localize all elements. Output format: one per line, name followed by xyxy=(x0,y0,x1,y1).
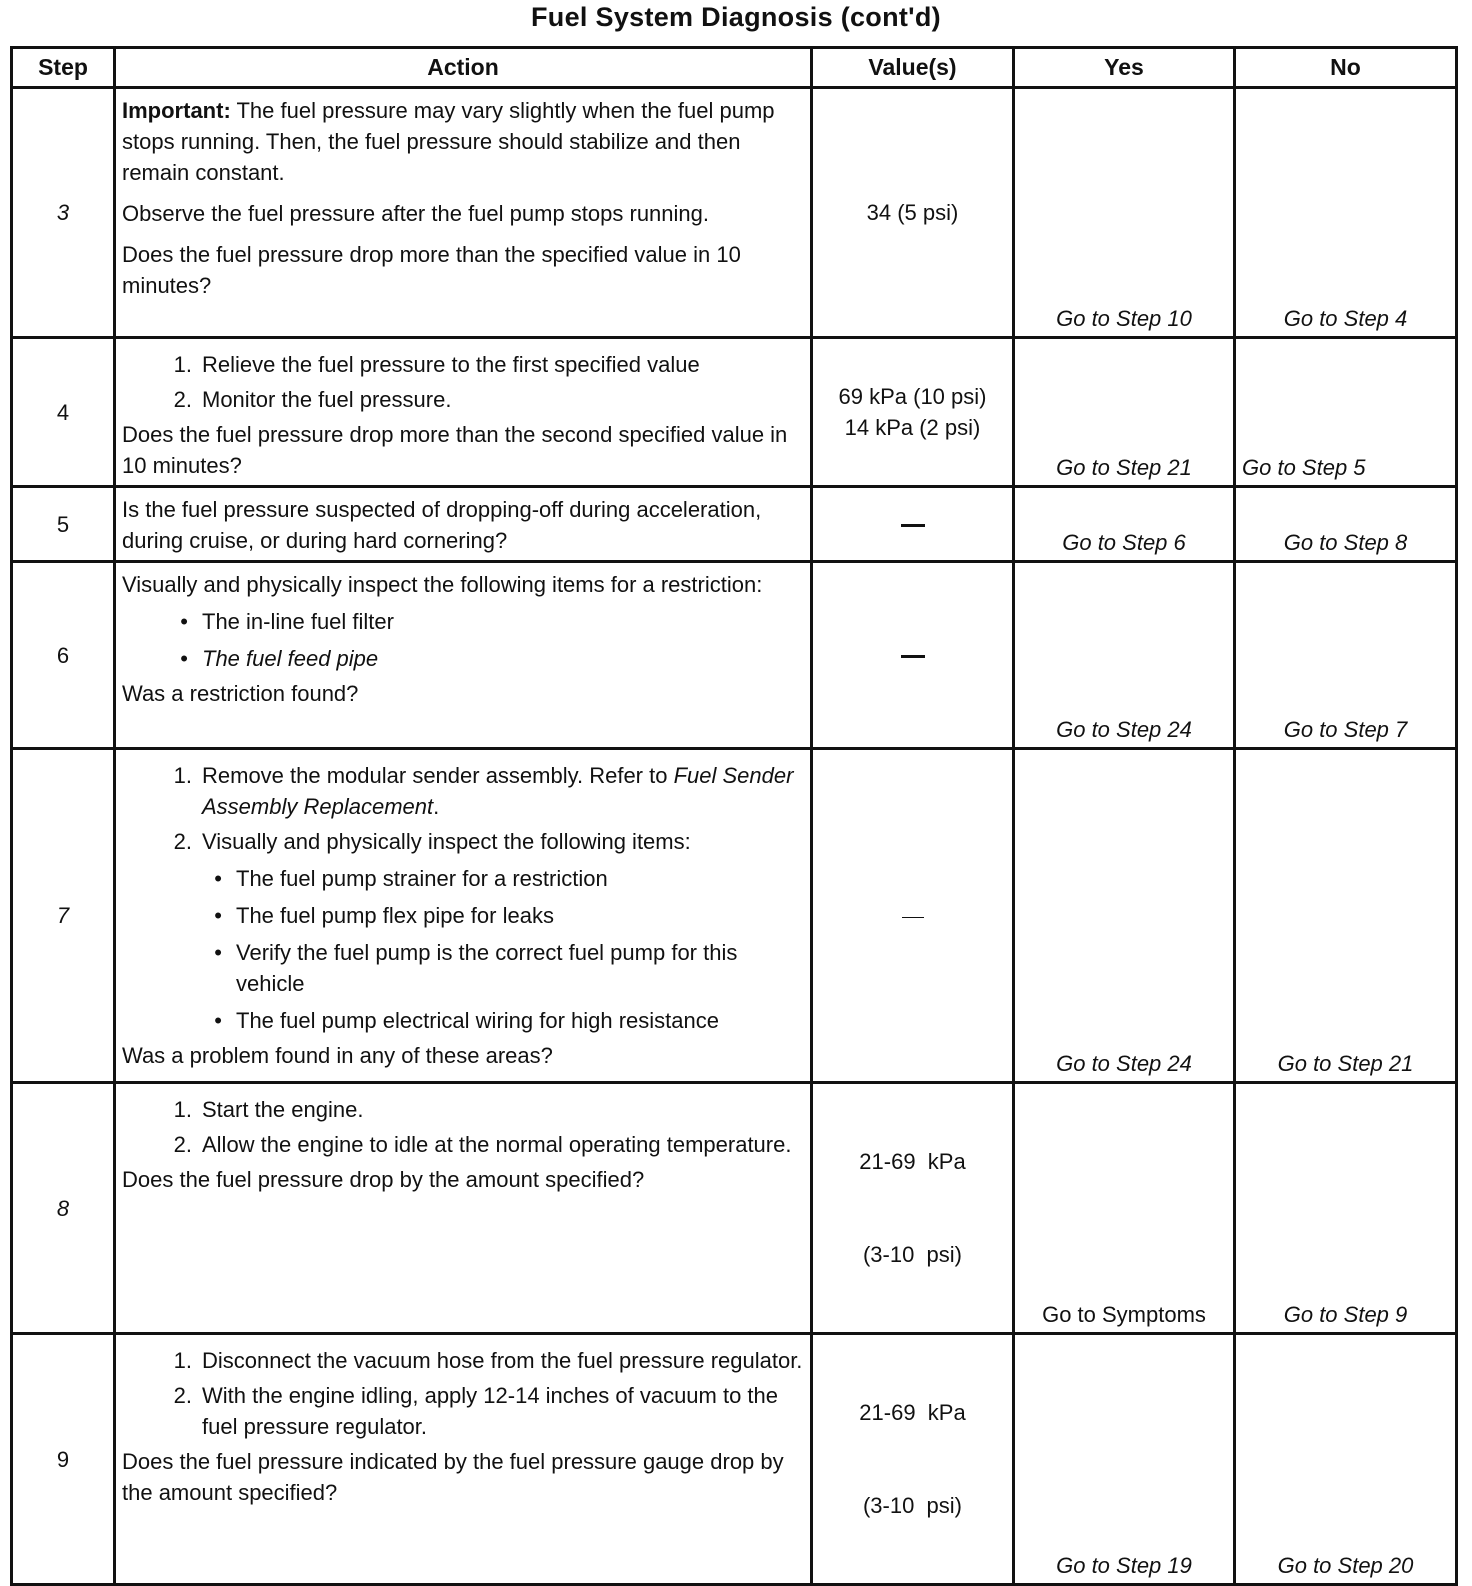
action-text: Visually and physically inspect the following items for a restriction: xyxy=(122,572,763,597)
bullet-text: The fuel feed pipe xyxy=(202,646,379,671)
step-number: 8 xyxy=(12,1083,115,1334)
no-link[interactable]: Go to Step 7 xyxy=(1235,562,1457,749)
table-row xyxy=(12,88,1457,338)
value-cell xyxy=(812,1334,1014,1585)
reference-link[interactable]: Fuel Sender Assembly Replacement xyxy=(202,763,794,819)
header-row xyxy=(12,48,1457,88)
value-text: 21-69 kPa xyxy=(859,1149,966,1174)
item-number: 2. xyxy=(173,387,192,412)
numbered-item xyxy=(122,349,804,380)
header-values: Value(s) xyxy=(812,48,1014,88)
value-cell xyxy=(812,1083,1014,1334)
header-action: Action xyxy=(115,48,812,88)
sub-bullet-item xyxy=(122,863,804,894)
step-number: 3 xyxy=(12,88,115,338)
important-label: Important: xyxy=(122,98,231,123)
bullet-text: Verify the fuel pump is the correct fuel pump for this vehicle xyxy=(236,940,738,996)
item-text: With the engine idling, apply 12-14 inches of vacuum to the fuel pressure regulator. xyxy=(202,1383,779,1439)
no-link[interactable]: Go to Step 8 xyxy=(1235,487,1457,562)
action-cell xyxy=(115,562,812,749)
page-title: Fuel System Diagnosis (cont'd) xyxy=(531,2,941,32)
item-text xyxy=(202,760,804,822)
numbered-item xyxy=(122,1129,804,1160)
numbered-item xyxy=(122,1345,804,1376)
no-link[interactable]: Go to Step 9 xyxy=(1235,1083,1457,1334)
value-text: 14 kPa (2 psi) xyxy=(844,415,981,440)
value-text: 34 (5 psi) xyxy=(866,200,959,225)
item-number: 2. xyxy=(173,1132,192,1157)
numbered-item xyxy=(122,1094,804,1125)
item-number: 1. xyxy=(173,352,192,377)
item-number: 1. xyxy=(173,1348,192,1373)
action-cell xyxy=(115,487,812,562)
numbered-item xyxy=(122,1380,804,1442)
value-dash xyxy=(901,655,925,658)
no-link[interactable]: Go to Step 5 xyxy=(1235,338,1457,487)
value-cell xyxy=(812,749,1014,1083)
yes-link[interactable]: Go to Step 6 xyxy=(1014,487,1235,562)
step-number: 4 xyxy=(12,338,115,487)
value-text: (3-10 psi) xyxy=(862,1493,963,1518)
sub-bullet-item xyxy=(122,937,804,999)
action-cell xyxy=(115,338,812,487)
bullet-item xyxy=(122,606,804,637)
action-cell xyxy=(115,749,812,1083)
table-row xyxy=(12,1083,1457,1334)
action-text: Observe the fuel pressure after the fuel pump stops running. xyxy=(122,201,709,226)
table-row xyxy=(12,562,1457,749)
numbered-item xyxy=(122,384,804,415)
no-link[interactable]: Go to Step 20 xyxy=(1235,1334,1457,1585)
yes-link[interactable]: Go to Step 21 xyxy=(1014,338,1235,487)
table-row xyxy=(12,487,1457,562)
item-number: 2. xyxy=(173,1383,192,1408)
no-link[interactable]: Go to Step 4 xyxy=(1235,88,1457,338)
header-step: Step xyxy=(12,48,115,88)
item-text-end: . xyxy=(433,794,440,819)
action-question: Does the fuel pressure drop more than the second specified value in 10 minutes? xyxy=(122,422,788,478)
value-cell xyxy=(812,487,1014,562)
item-text: Disconnect the vacuum hose from the fuel pressure regulator. xyxy=(202,1348,803,1373)
bullet-dot: • xyxy=(214,866,222,891)
yes-link[interactable]: Go to Step 24 xyxy=(1014,562,1235,749)
item-text: Relieve the fuel pressure to the first specified value xyxy=(202,352,700,377)
action-cell xyxy=(115,88,812,338)
table-row xyxy=(12,1334,1457,1585)
action-cell xyxy=(115,1334,812,1585)
bullet-text: The fuel pump electrical wiring for high resistance xyxy=(236,1008,720,1033)
bullet-dot: • xyxy=(214,940,222,965)
item-text-part: Remove the modular sender assembly. Refer to xyxy=(202,763,674,788)
step-number: 6 xyxy=(12,562,115,749)
value-text: (3-10 psi) xyxy=(862,1242,963,1267)
important-text: The fuel pressure may vary slightly when the fuel pump stops running. Then, the fuel pressure should stabilize and then remain constant. xyxy=(122,98,775,185)
important-note xyxy=(122,95,804,188)
value-cell xyxy=(812,338,1014,487)
header-yes: Yes xyxy=(1014,48,1235,88)
bullet-text: The fuel pump strainer for a restriction xyxy=(236,866,608,891)
bullet-dot: • xyxy=(180,646,188,671)
table-row xyxy=(12,338,1457,487)
value-dash xyxy=(902,917,924,918)
diagnosis-table xyxy=(10,46,1458,1586)
value-text: 21-69 kPa xyxy=(859,1400,966,1425)
value-cell xyxy=(812,562,1014,749)
bullet-dot: • xyxy=(214,903,222,928)
sub-bullet-item xyxy=(122,1005,804,1036)
item-text: Visually and physically inspect the following items: xyxy=(202,829,691,854)
item-number: 2. xyxy=(173,829,192,854)
item-number: 1. xyxy=(173,1097,192,1122)
action-question: Is the fuel pressure suspected of dropping-off during acceleration, during cruise, or during hard cornering? xyxy=(122,497,762,553)
bullet-text: The fuel pump flex pipe for leaks xyxy=(236,903,554,928)
numbered-item xyxy=(122,826,804,857)
item-number: 1. xyxy=(173,763,192,788)
bullet-dot: • xyxy=(214,1008,222,1033)
action-question: Was a problem found in any of these areas? xyxy=(122,1043,553,1068)
value-cell xyxy=(812,88,1014,338)
bullet-text: The in-line fuel filter xyxy=(202,609,394,634)
step-number: 5 xyxy=(12,487,115,562)
yes-link[interactable]: Go to Step 19 xyxy=(1014,1334,1235,1585)
action-question: Was a restriction found? xyxy=(122,681,359,706)
action-question: Does the fuel pressure drop more than the specified value in 10 minutes? xyxy=(122,242,741,298)
value-dash xyxy=(901,524,925,527)
header-no: No xyxy=(1235,48,1457,88)
step-number: 7 xyxy=(12,749,115,1083)
yes-link[interactable]: Go to Step 10 xyxy=(1014,88,1235,338)
item-text: Start the engine. xyxy=(202,1097,364,1122)
action-cell xyxy=(115,1083,812,1334)
action-question: Does the fuel pressure drop by the amount specified? xyxy=(122,1167,645,1192)
table-row xyxy=(12,749,1457,1083)
no-link[interactable]: Go to Step 21 xyxy=(1235,749,1457,1083)
value-text: 69 kPa (10 psi) xyxy=(838,384,987,409)
item-text: Allow the engine to idle at the normal operating temperature. xyxy=(202,1132,792,1157)
bullet-item xyxy=(122,643,804,674)
numbered-item xyxy=(122,760,804,822)
action-question: Does the fuel pressure indicated by the fuel pressure gauge drop by the amount specified? xyxy=(122,1449,784,1505)
sub-bullet-item xyxy=(122,900,804,931)
bullet-dot: • xyxy=(180,609,188,634)
yes-link[interactable]: Go to Symptoms xyxy=(1014,1083,1235,1334)
step-number: 9 xyxy=(12,1334,115,1585)
item-text: Monitor the fuel pressure. xyxy=(202,387,452,412)
yes-link[interactable]: Go to Step 24 xyxy=(1014,749,1235,1083)
